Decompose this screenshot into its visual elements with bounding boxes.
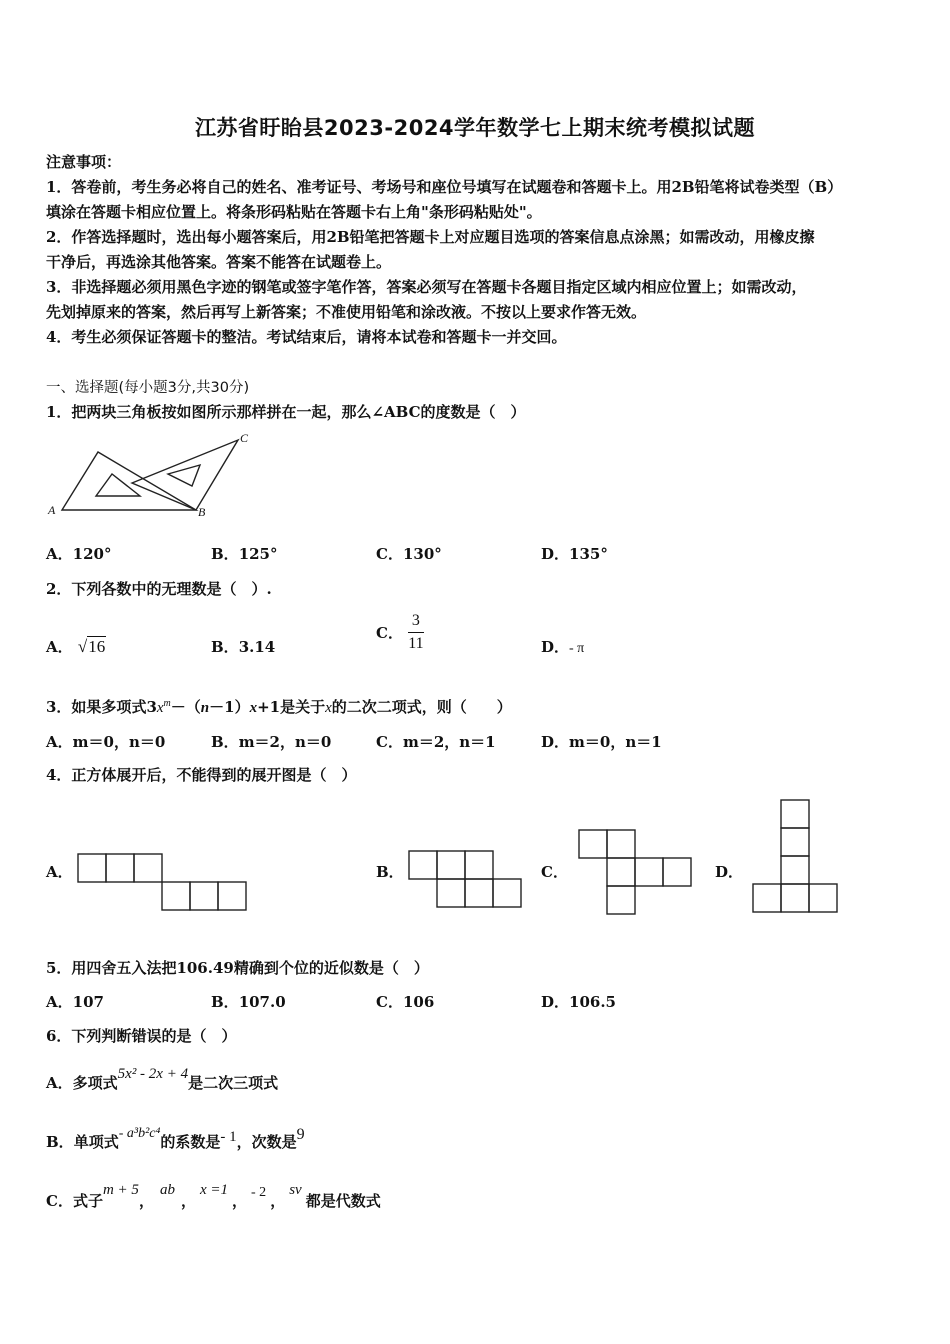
q5-option-a[interactable]: A．107 (46, 993, 104, 1011)
triangle-rulers-figure (46, 430, 256, 525)
q4-net-b (409, 851, 524, 911)
section-heading: 一、选择题(每小题3分,共30分) (46, 380, 250, 396)
question-3-stem: 3．如果多项式$3x^m-(n-1)x+1$是关于x的二次二项式，则（ ） (46, 698, 512, 716)
notice-line: 3．非选择题必须用黑色字迹的钢笔或签字笔作答，答案必须写在答题卡各题目指定区域内相应位置上；如需改动， (46, 278, 807, 296)
q4-net-a (78, 854, 250, 912)
triangle-ruler-1-hole (96, 474, 140, 496)
math-expression: ab (159, 1182, 175, 1198)
question-1-stem: 1．把两块三角板按如图所示那样拼在一起，那么∠ABC的度数是（ ） (46, 403, 526, 421)
q3-option-c[interactable]: C．m＝2，n＝1 (376, 733, 496, 751)
q6-option-c[interactable]: C．式子m + 5，ab，x =1， - 2 ，sv都是代数式 (46, 1182, 381, 1210)
q6-option-a[interactable]: A．多项式5x² - 2x + 4是二次三项式 (46, 1066, 279, 1092)
math-expression: 5x² - 2x + 4 (117, 1066, 189, 1082)
notice-line: 先划掉原来的答案，然后再写上新答案；不准使用铅笔和涂改液。不按以上要求作答无效。 (46, 303, 647, 321)
fraction: $\frac{3}{11}$ (408, 612, 424, 652)
notice-line: 1．答卷前，考生务必将自己的姓名、准考证号、考场号和座位号填写在试题卷和答题卡上。用2B铅笔将试卷类型（B） (46, 178, 843, 196)
triangle-ruler-2-hole (168, 465, 200, 486)
math-expression: x =1 (199, 1182, 228, 1198)
notice-heading: 注意事项： (46, 153, 122, 171)
q4-net-d (753, 800, 843, 918)
q4-option-a-label[interactable]: A． (46, 863, 73, 881)
q1-option-d[interactable]: D．135° (541, 545, 608, 563)
q3-option-d[interactable]: D．m＝0，n＝1 (541, 733, 662, 751)
page-title: 江苏省盱眙县2023-2024学年数学七上期末统考模拟试题 (194, 116, 756, 140)
math-expression: - a³b²c⁴ (118, 1126, 161, 1141)
point-label-a: A (48, 503, 56, 517)
q5-option-c[interactable]: C．106 (376, 993, 435, 1011)
notice-line: 干净后，再选涂其他答案。答案不能答在试题卷上。 (46, 253, 392, 271)
math-expression: 9 (296, 1126, 305, 1143)
q3-option-b[interactable]: B．m＝2，n＝0 (211, 733, 332, 751)
triangle-ruler-2 (132, 440, 238, 510)
question-4-stem: 4．正方体展开后，不能得到的展开图是（ ） (46, 766, 357, 784)
sqrt-expression: √16 (77, 637, 106, 656)
math-expression: - 1 (220, 1129, 237, 1145)
q1-option-a[interactable]: A．120° (46, 545, 112, 563)
math-expression: sv (289, 1182, 302, 1198)
q6-option-b[interactable]: B．单项式- a³b²c⁴的系数是- 1，次数是9 (46, 1126, 305, 1151)
q4-option-c-label[interactable]: C． (541, 863, 568, 881)
q4-option-b-label[interactable]: B． (376, 863, 404, 881)
math-expression: m + 5 (102, 1182, 139, 1198)
question-6-stem: 6．下列判断错误的是（ ） (46, 1027, 237, 1045)
q5-option-d[interactable]: D．106.5 (541, 993, 616, 1011)
question-5-stem: 5．用四舍五入法把106.49精确到个位的近似数是（ ） (46, 959, 429, 977)
q1-option-b[interactable]: B．125° (211, 545, 278, 563)
q2-option-d[interactable]: D．- π (541, 638, 585, 656)
point-label-b: B (198, 505, 206, 519)
q2-option-c[interactable]: C． $\frac{3}{11}$ (376, 612, 424, 652)
q4-net-c (579, 830, 695, 918)
notice-line: 2．作答选择题时，选出每小题答案后，用2B铅笔把答题卡上对应题目选项的答案信息点涂黑；如需改动，用橡皮擦 (46, 228, 815, 246)
q3-option-a[interactable]: A．m＝0，n＝0 (46, 733, 166, 751)
q4-option-d-label[interactable]: D． (715, 863, 744, 881)
q5-option-b[interactable]: B．107.0 (211, 993, 286, 1011)
notice-line: 填涂在答题卡相应位置上。将条形码粘贴在答题卡右上角"条形码粘贴处"。 (46, 203, 542, 221)
notice-line: 4．考生必须保证答题卡的整洁。考试结束后，请将本试卷和答题卡一并交回。 (46, 328, 567, 346)
q2-option-a[interactable]: A． √16 (46, 637, 106, 656)
point-label-c: C (240, 431, 249, 445)
question-2-stem: 2．下列各数中的无理数是（ ）. (46, 580, 272, 598)
math-expression: - 2 (251, 1185, 267, 1200)
q2-option-b[interactable]: B．3.14 (211, 638, 276, 656)
q1-option-c[interactable]: C．130° (376, 545, 442, 563)
